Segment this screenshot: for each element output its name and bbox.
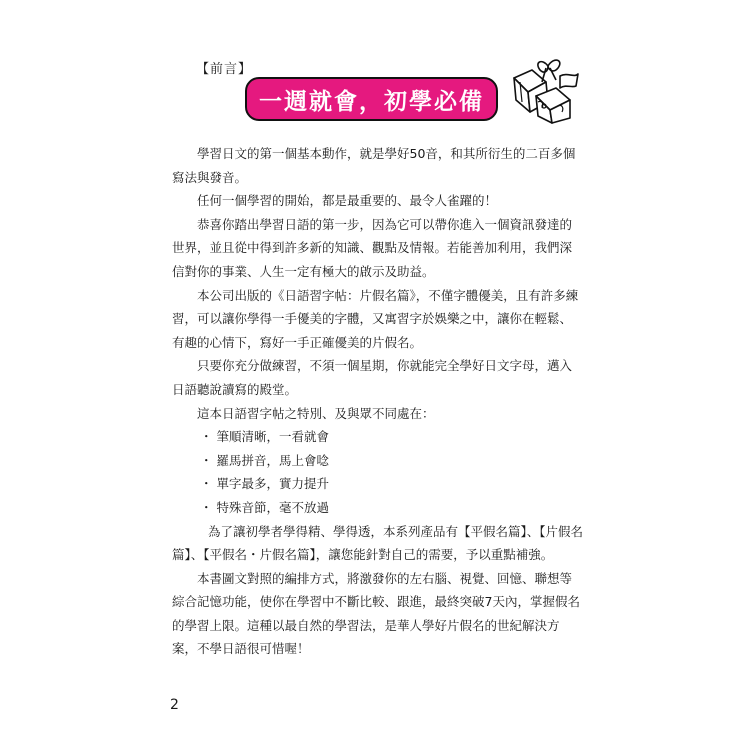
- paragraph: 恭喜你踏出學習日語的第一步，因為它可以帶你進入一個資訊發達的世界，並且從中得到許多新的知識、觀點及情報。若能善加利用，我們深信對你的事業、人生一定有極大的啟示及助益。: [172, 216, 573, 279]
- preface-body: [172, 142, 584, 661]
- list-item: ・ 筆順清晰，一看就會: [200, 429, 329, 445]
- list-item: ・ 特殊音節，毫不放過: [200, 499, 329, 515]
- list-item: ・ 單字最多，實力提升: [200, 476, 329, 492]
- paragraph: 這本日語習字帖之特別、及與眾不同處在：: [197, 405, 435, 421]
- title-banner: [245, 77, 498, 121]
- paragraph: 本公司出版的《日語習字帖：片假名篇》，不僅字體優美，且有許多練習，可以讓你學得一手優美的字體，又寓習字於娛樂之中，讓你在輕鬆、有趣的心情下，寫好一手正確優美的片假名。: [172, 287, 579, 350]
- gift-boxes-icon: [508, 56, 580, 124]
- paragraph: 本書圖文對照的編排方式，將激發你的左右腦、視覺、回憶、聯想等綜合記憶功能，使你在學習中不斷比較、跟進，最終突破7天內，掌握假名的學習上限。這種以最自然的學習法，是華人學好片假名的世紀解決方案，不學日語很可惜喔！: [172, 570, 580, 657]
- paragraph: 只要你充分做練習，不須一個星期，你就能完全學好日文字母，邁入日語聽說讀寫的殿堂。: [172, 358, 573, 397]
- section-label: 【前言】: [196, 62, 253, 77]
- page-number: 2: [170, 697, 179, 713]
- paragraph: 學習日文的第一個基本動作，就是學好50音，和其所衍生的二百多個寫法與發音。: [172, 146, 576, 185]
- list-item: ・ 羅馬拼音，馬上會唸: [200, 452, 329, 468]
- paragraph: 為了讓初學者學得精、學得透，本系列產品有【平假名篇】、【片假名篇】、【平假名・片假名篇】，讓您能針對自己的需要，予以重點補強。: [172, 523, 584, 563]
- page-title: 一週就會，初學必備: [259, 88, 484, 115]
- paragraph: 任何一個學習的開始，都是最重要的、最令人雀躍的！: [197, 193, 498, 209]
